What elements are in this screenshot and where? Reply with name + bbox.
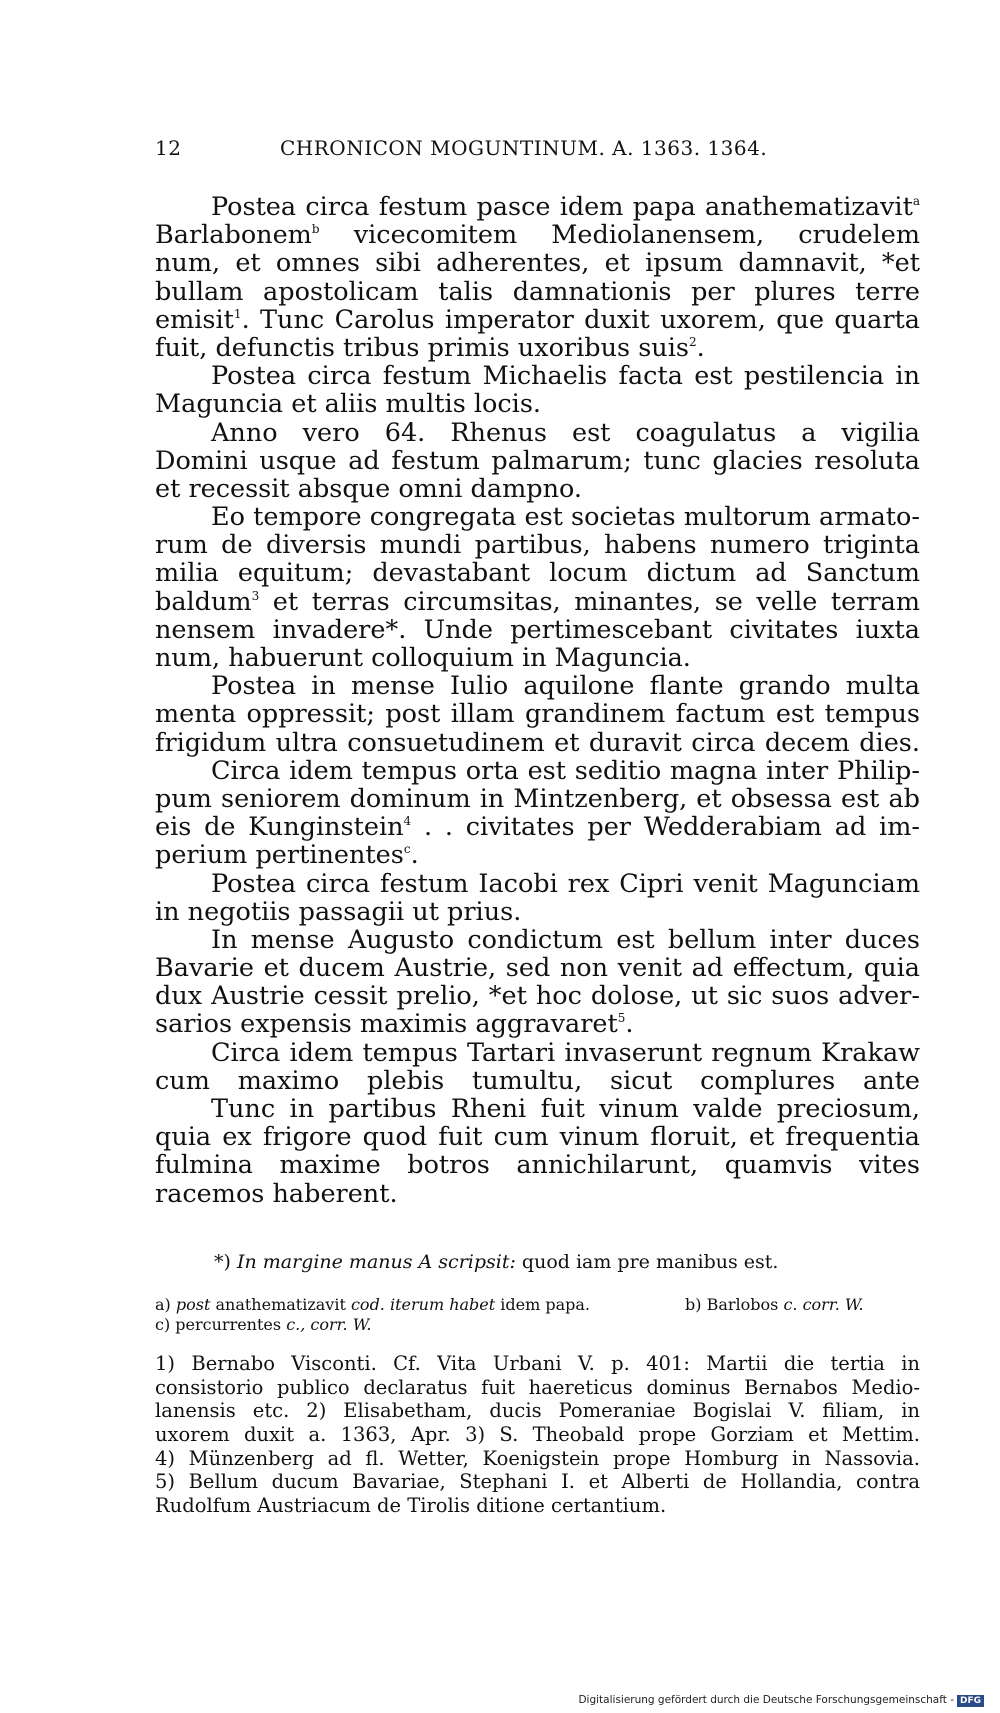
text-segment: perium pertinentes bbox=[155, 840, 404, 871]
text-segment: Bavarie et ducem Austrie, sed non venit ad effectum, quia bbox=[155, 954, 920, 983]
text-segment: In mense Augusto condictum est bellum inter duces bbox=[211, 925, 920, 955]
text-line bbox=[155, 306, 920, 334]
text-segment: dux Austrie cessit prelio, *et hoc dolose, ut sic suos adver- bbox=[155, 982, 920, 1011]
text-line bbox=[155, 898, 920, 926]
text-segment: Circa idem tempus orta est seditio magna inter Philip- bbox=[211, 756, 920, 785]
text-segment: vicecomitem Mediolanensem, crudelem bbox=[353, 221, 920, 250]
footnote-line: lanensis etc. 2) Elisabetham, ducis Pomeraniae Bogislai V. filiam, in bbox=[155, 1399, 920, 1423]
apparatus-c: c) percurrentes c., corr. W. bbox=[155, 1315, 372, 1334]
text-segment: rum de diversis mundi partibus, habens numero triginta bbox=[155, 531, 920, 560]
credit-text: Digitalisierung gefördert durch die Deutsche Forschungsgemeinschaft - bbox=[578, 1694, 954, 1706]
text-line bbox=[155, 757, 920, 785]
text-segment: . bbox=[625, 1009, 634, 1040]
text-segment: Maguncia et aliis multis locis. bbox=[155, 389, 542, 420]
text-segment: Postea circa festum Michaelis facta est pestilencia in bbox=[211, 362, 920, 391]
note-text: quod iam pre manibus est. bbox=[515, 1251, 779, 1273]
text-line bbox=[155, 1095, 920, 1123]
text-line bbox=[155, 193, 920, 221]
text-line bbox=[155, 700, 920, 728]
text-segment: quia ex frigore quod fuit cum vinum floruit, et frequentia bbox=[155, 1123, 920, 1152]
text-segment: racemos haberent. bbox=[155, 1178, 398, 1209]
text-segment: bullam apostolicam talis damnationis per plures terre bbox=[155, 277, 920, 306]
text-line bbox=[155, 1039, 920, 1067]
text-segment: pum seniorem dominum in Mintzenberg, et obsessa est ab bbox=[155, 784, 920, 814]
text-segment: in negotiis passagii ut prius. bbox=[155, 896, 522, 927]
text-segment: Postea in mense Iulio aquilone flante grando multa bbox=[211, 672, 920, 701]
text-line bbox=[155, 1180, 920, 1208]
footnote-line: 1) Bernabo Visconti. Cf. Vita Urbani V. p. 401: Martii die tertia in bbox=[155, 1352, 920, 1375]
text-line bbox=[155, 1010, 920, 1038]
text-segment: . bbox=[696, 332, 705, 363]
text-line bbox=[155, 644, 920, 672]
text-line bbox=[155, 982, 920, 1010]
text-line bbox=[155, 447, 920, 475]
text-line bbox=[155, 870, 920, 898]
footnote-line: 5) Bellum ducum Bavariae, Stephani I. et Alberti de Hollandia, contra bbox=[155, 1470, 920, 1494]
text-segment: Domini usque ad festum palmarum; tunc glacies resoluta bbox=[155, 446, 920, 475]
text-line bbox=[155, 503, 920, 531]
text-line bbox=[155, 954, 920, 982]
apparatus-line bbox=[155, 1315, 920, 1335]
marginal-annotation-note bbox=[214, 1251, 778, 1273]
text-line bbox=[155, 785, 920, 813]
text-segment: num, et omnes sibi adherentes, et ipsum damnavit, *et bbox=[155, 249, 920, 278]
text-segment: et terras circumsitas, minantes, se velle terram bbox=[272, 587, 920, 616]
text-line bbox=[155, 390, 920, 418]
dfg-logo: DFG bbox=[957, 1695, 984, 1707]
text-segment: emisit bbox=[155, 305, 234, 334]
text-segment: sarios expensis maximis aggravaret bbox=[155, 1009, 618, 1040]
text-segment: . bbox=[410, 840, 419, 871]
text-line bbox=[155, 1151, 920, 1179]
footnote-line: 4) Münzenberg ad fl. Wetter, Koenigstein prope Homburg in Nassovia. bbox=[155, 1446, 920, 1470]
page-number: 12 bbox=[155, 136, 182, 160]
apparatus-b: b) Barlobos c. corr. W. bbox=[685, 1295, 864, 1314]
text-line bbox=[155, 588, 920, 616]
footnote-mark: b bbox=[311, 222, 320, 237]
text-line bbox=[155, 531, 920, 559]
text-line bbox=[155, 278, 920, 306]
text-segment: . Tunc Carolus imperator duxit uxorem, que quarta bbox=[241, 305, 920, 334]
footnote-mark: 3 bbox=[251, 588, 260, 603]
text-line bbox=[155, 249, 920, 277]
footnote-mark: 5 bbox=[617, 1011, 626, 1026]
text-segment: eis de Kunginstein bbox=[155, 813, 404, 842]
text-segment: et recessit absque omni dampno. bbox=[155, 473, 583, 504]
footnote-mark: a bbox=[912, 194, 920, 208]
text-line bbox=[155, 841, 920, 869]
text-segment: milia equitum; devastabant locum dictum ad Sanctum bbox=[155, 559, 920, 588]
text-segment: nensem invadere*. Unde pertimescebant civitates iuxta bbox=[155, 615, 920, 644]
note-italic: In margine manus A scripsit: bbox=[236, 1251, 516, 1273]
footnote-line: uxorem duxit a. 1363, Apr. 3) S. Theobald prope Gorziam et Mettim. bbox=[155, 1423, 920, 1447]
footnote-line: consistorio publico declaratus fuit haereticus dominus Bernabos Medio- bbox=[155, 1375, 920, 1399]
text-segment: Anno vero 64. Rhenus est coagulatus a vigilia bbox=[211, 418, 920, 447]
footnote-mark: 2 bbox=[688, 334, 697, 349]
text-segment: fulmina maxime botros annichilarunt, quamvis vites bbox=[155, 1151, 920, 1180]
text-line bbox=[155, 334, 920, 362]
text-segment: Eo tempore congregata est societas multorum armato- bbox=[211, 503, 920, 532]
main-text bbox=[155, 193, 920, 1208]
text-line bbox=[155, 221, 920, 249]
footnote-mark: 4 bbox=[403, 814, 412, 829]
asterisk-mark: *) bbox=[214, 1251, 231, 1273]
text-segment: . . civitates per Wedderabiam ad im- bbox=[411, 813, 920, 842]
text-segment: Circa idem tempus Tartari invaserunt regnum Krakaw bbox=[211, 1038, 920, 1067]
text-segment: Barlabonem bbox=[155, 221, 312, 250]
critical-apparatus bbox=[155, 1295, 920, 1335]
apparatus-a: a) post anathematizavit cod. iterum habet idem papa. bbox=[155, 1295, 591, 1314]
footnotes bbox=[155, 1352, 920, 1518]
text-line bbox=[155, 1067, 920, 1095]
text-line bbox=[155, 813, 920, 841]
text-line bbox=[155, 1123, 920, 1151]
text-segment: menta oppressit; post illam grandinem factum est tempus bbox=[155, 700, 920, 729]
text-segment: cum maximo plebis tumultu, sicut complures ante bbox=[155, 1066, 920, 1095]
text-line bbox=[155, 559, 920, 587]
footnote-line: Rudolfum Austriacum de Tirolis ditione certantium. bbox=[155, 1494, 667, 1518]
text-segment: Postea circa festum pasce idem papa anathematizavit bbox=[211, 193, 913, 222]
text-line bbox=[155, 729, 920, 757]
text-segment: Postea circa festum Iacobi rex Cipri venit Magunciam bbox=[211, 869, 920, 898]
running-title: CHRONICON MOGUNTINUM. A. 1363. 1364. bbox=[280, 136, 768, 160]
text-line bbox=[155, 672, 920, 700]
text-segment: frigidum ultra consuetudinem et duravit circa decem dies. bbox=[155, 728, 920, 757]
text-line bbox=[155, 926, 920, 954]
text-line bbox=[155, 362, 920, 390]
text-line bbox=[155, 616, 920, 644]
footnote-mark: c bbox=[403, 842, 411, 857]
digitization-credit bbox=[578, 1694, 984, 1707]
text-segment: num, habuerunt colloquium in Maguncia. bbox=[155, 643, 691, 673]
text-line bbox=[155, 475, 920, 503]
text-segment: fuit, defunctis tribus primis uxoribus suis bbox=[155, 332, 689, 363]
text-segment: baldum bbox=[155, 587, 252, 616]
text-segment: Tunc in partibus Rheni fuit vinum valde preciosum, bbox=[211, 1095, 920, 1124]
footnote-mark: 1 bbox=[233, 306, 242, 321]
apparatus-line bbox=[155, 1295, 920, 1315]
text-line bbox=[155, 419, 920, 447]
